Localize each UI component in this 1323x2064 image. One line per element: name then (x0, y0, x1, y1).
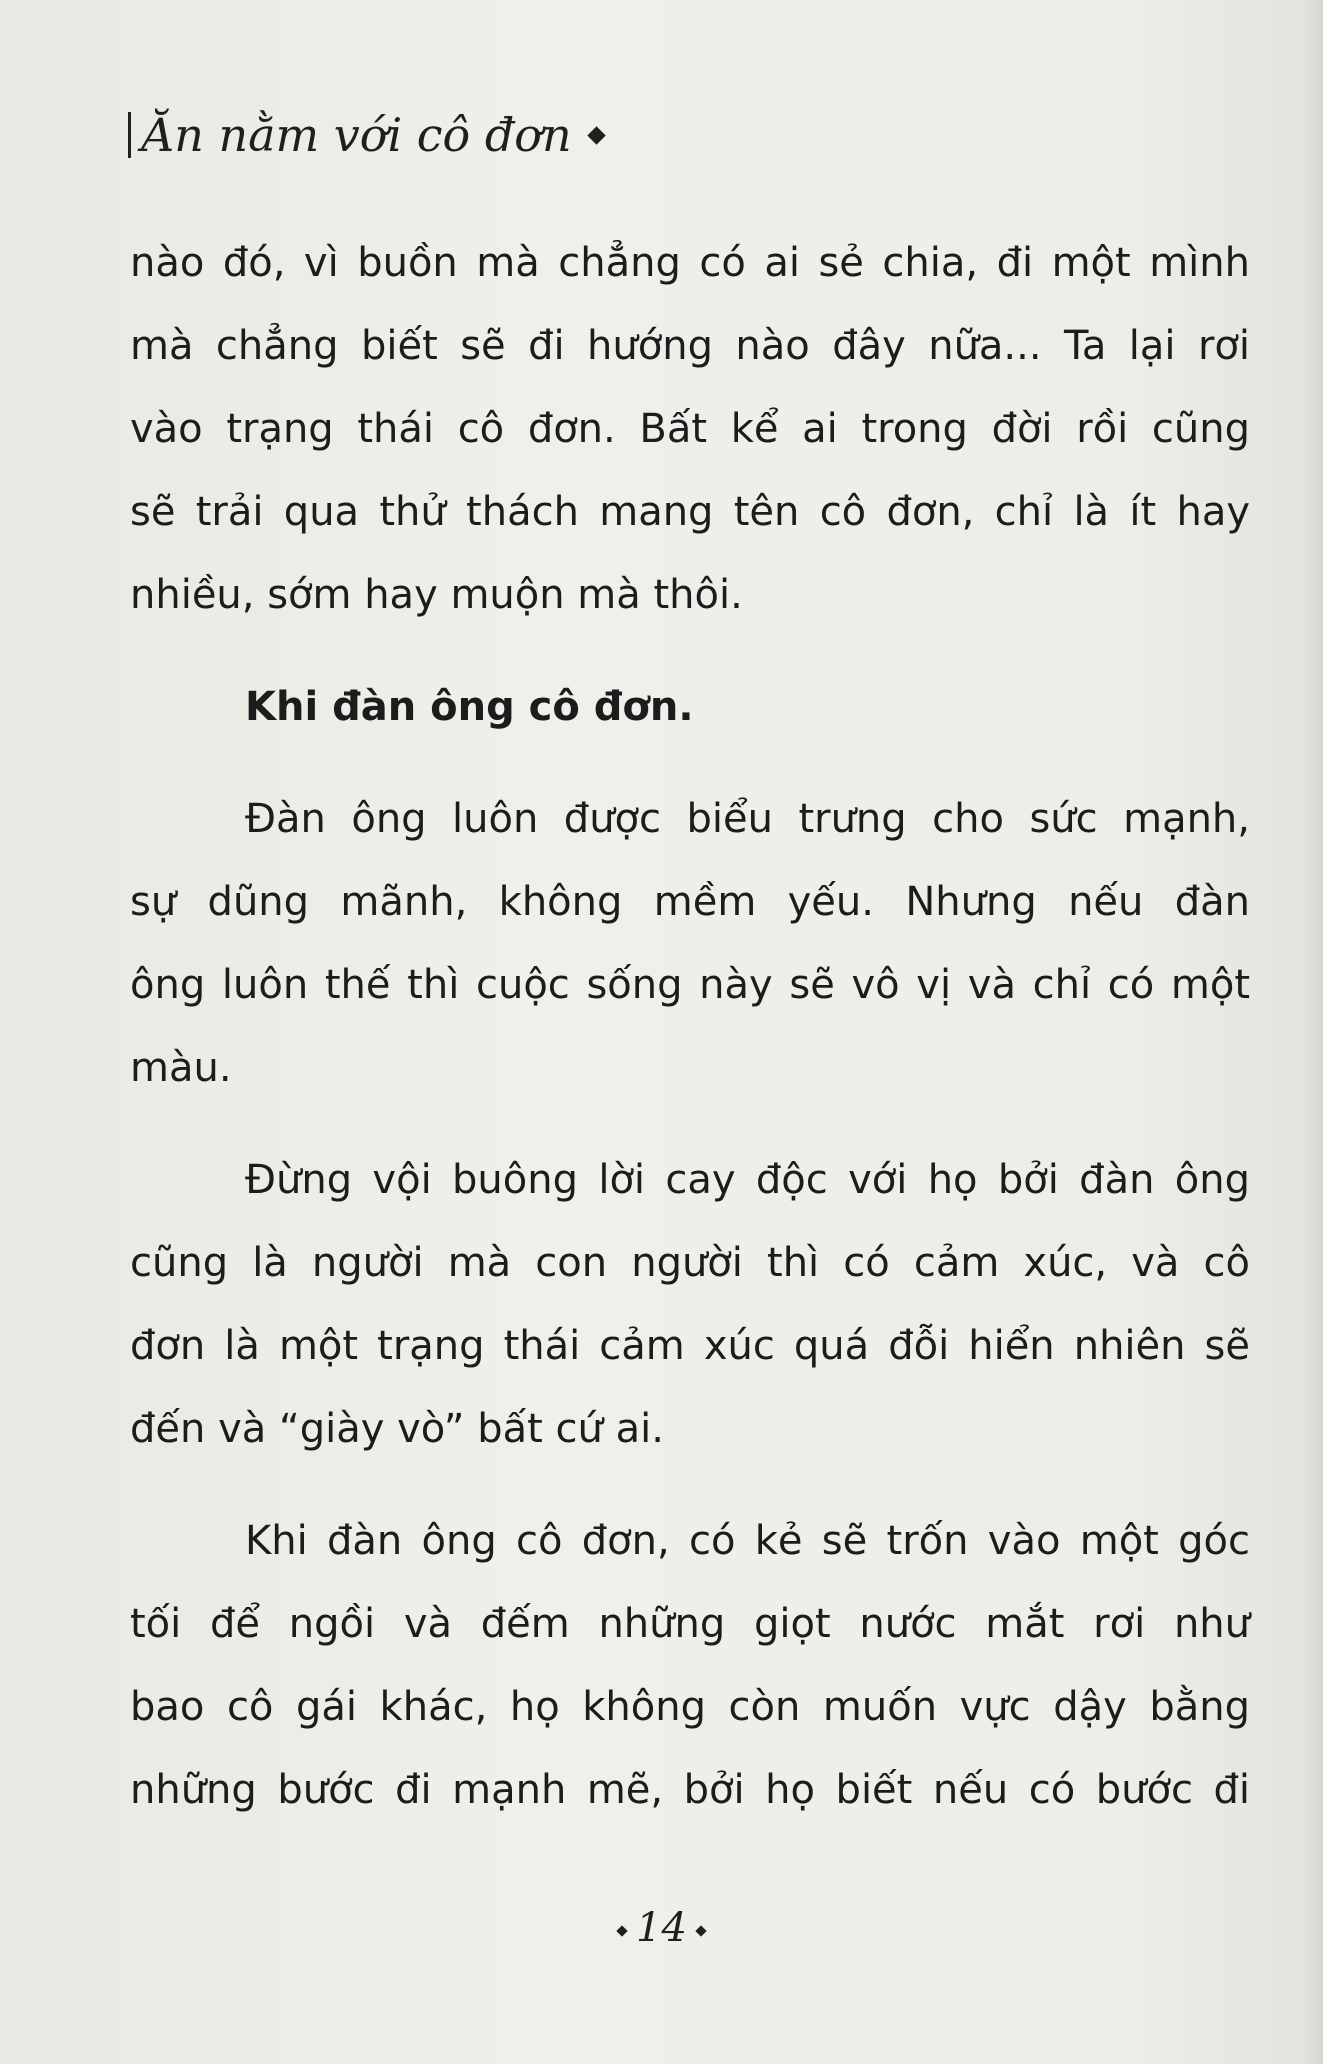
header-bar-mark (128, 112, 131, 158)
page-edge-shadow (1301, 0, 1323, 2064)
text-line: nào đó, vì buồn mà chẳng có ai sẻ chia, đi một mình (130, 240, 1250, 286)
text-line: Đàn ông luôn được biểu trưng cho sức mạnh, (245, 796, 1250, 842)
section-heading: Khi đàn ông cô đơn. (245, 684, 694, 730)
text-line: nhiều, sớm hay muộn mà thôi. (130, 572, 743, 618)
text-line: đơn là một trạng thái cảm xúc quá đỗi hiển nhiên sẽ (130, 1323, 1250, 1369)
running-header (128, 100, 603, 170)
footer-dot-left (616, 1925, 627, 1936)
page-footer (0, 1905, 1323, 1951)
body-text (130, 222, 1250, 1832)
footer-dot-right (695, 1925, 706, 1936)
text-line: màu. (130, 1045, 232, 1091)
text-line: Đừng vội buông lời cay độc với họ bởi đàn ông (245, 1157, 1250, 1203)
text-line: cũng là người mà con người thì có cảm xúc, và cô (130, 1240, 1250, 1286)
text-line: những bước đi mạnh mẽ, bởi họ biết nếu có bước đi (130, 1767, 1250, 1813)
header-diamond-ornament (587, 126, 605, 144)
header-title: Ăn nằm với cô đơn (141, 108, 572, 162)
text-line: ông luôn thế thì cuộc sống này sẽ vô vị và chỉ có một (130, 962, 1250, 1008)
text-line: vào trạng thái cô đơn. Bất kể ai trong đời rồi cũng (130, 406, 1250, 452)
text-line: sẽ trải qua thử thách mang tên cô đơn, chỉ là ít hay (130, 489, 1250, 535)
text-line: sự dũng mãnh, không mềm yếu. Nhưng nếu đàn (130, 879, 1250, 925)
text-line: tối để ngồi và đếm những giọt nước mắt rơi như (130, 1601, 1250, 1647)
text-line: đến và “giày vò” bất cứ ai. (130, 1406, 664, 1452)
text-line: mà chẳng biết sẽ đi hướng nào đây nữa... Ta lại rơi (130, 323, 1250, 369)
text-line: bao cô gái khác, họ không còn muốn vực dậy bằng (130, 1684, 1250, 1730)
page-number: 14 (636, 1905, 687, 1951)
text-line: Khi đàn ông cô đơn, có kẻ sẽ trốn vào một góc (245, 1518, 1250, 1564)
